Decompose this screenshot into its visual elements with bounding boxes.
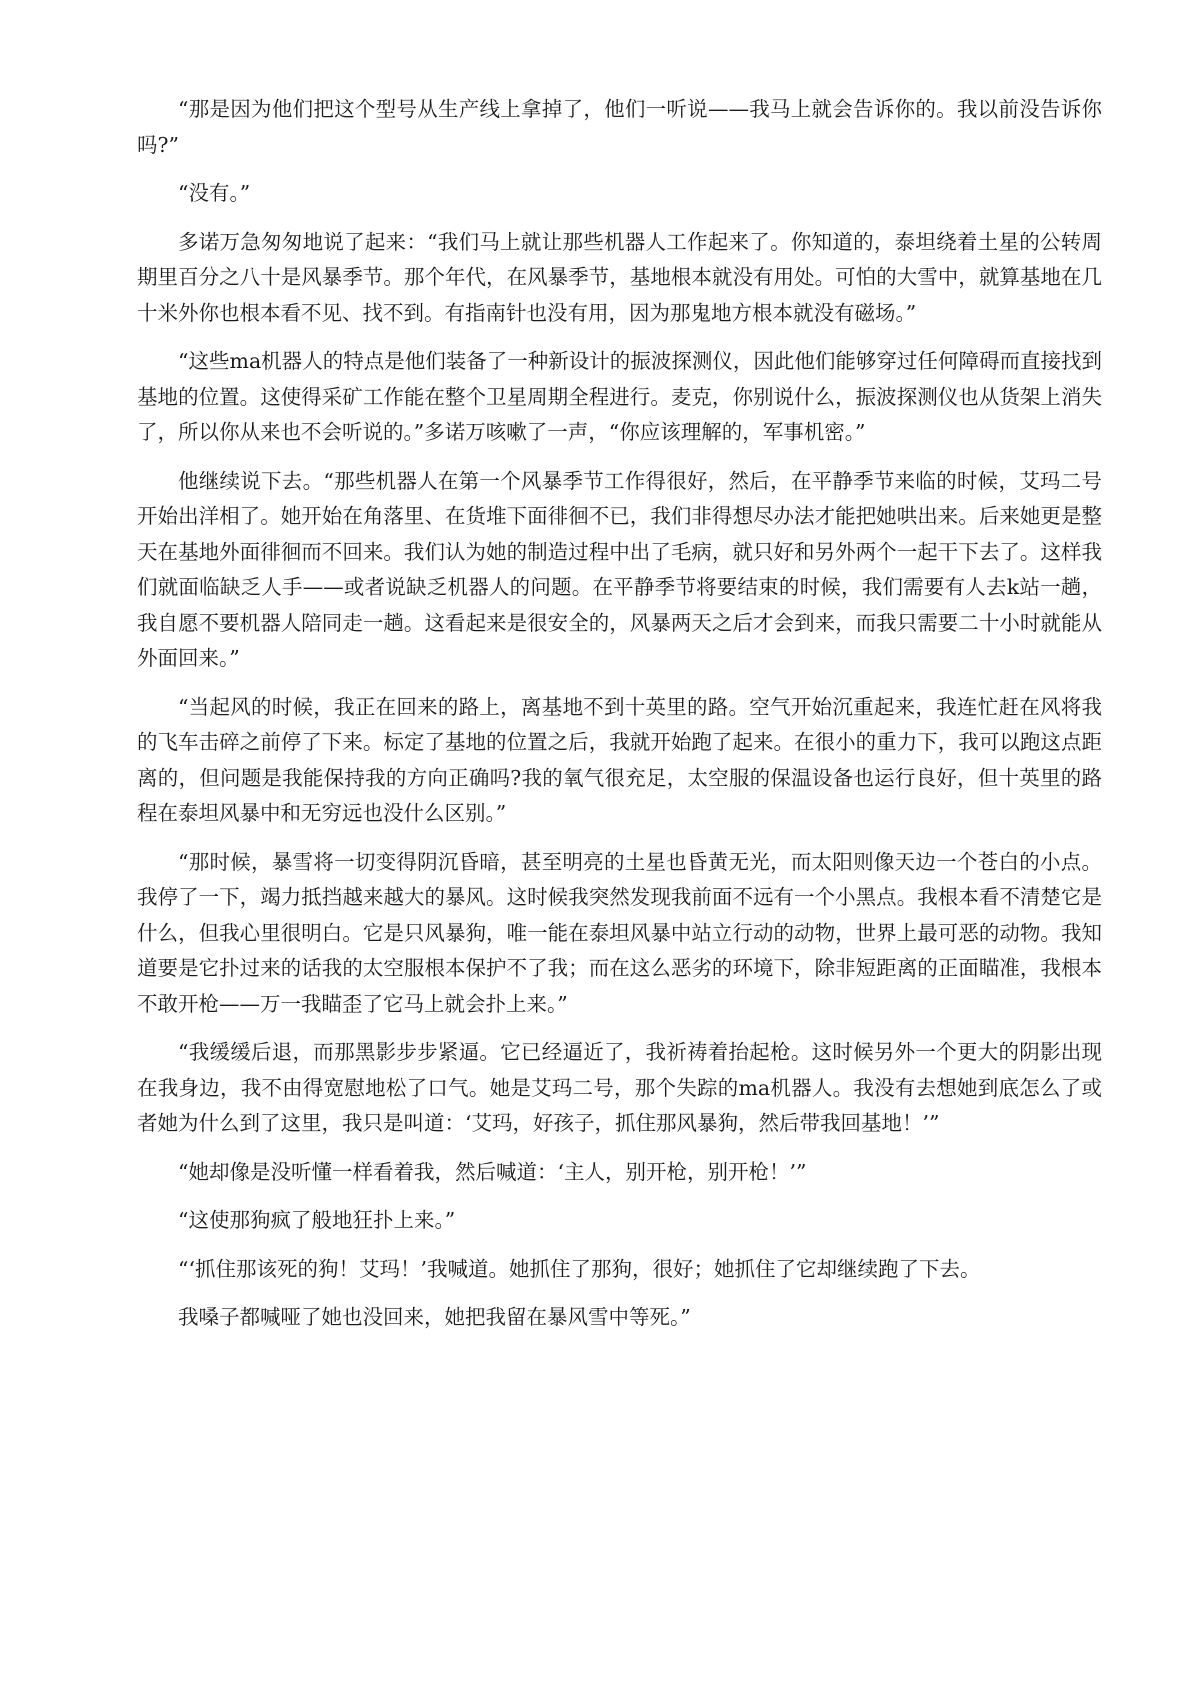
paragraph-8: “我缓缓后退，而那黑影步步紧逼。它已经逼近了，我祈祷着抬起枪。这时候另外一个更大的阴影出现在我身边，我不由得宽慰地松了口气。她是艾玛二号，那个失踪的ma机器人。我没有去想她到底怎么了或者她为什么到了这里，我只是叫道：‘艾玛，好孩子，抓住那风暴狗，然后带我回基地！’”: [137, 1040, 1102, 1135]
paragraph-12: 我嗓子都喊哑了她也没回来，她把我留在暴风雪中等死。”: [178, 1305, 691, 1329]
paragraph-7: “那时候，暴雪将一切变得阴沉昏暗，甚至明亮的土星也昏黄无光，而太阳则像天边一个苍白的小点。我停了一下，竭力抵挡越来越大的暴风。这时候我突然发现我前面不远有一个小黑点。我根本看不清楚它是什么，但我心里很明白。它是只风暴狗，唯一能在泰坦风暴中站立行动的动物，世界上最可恶的动物。我知道要是它扑过来的话我的太空服根本保护不了我；而在这么恶劣的环境下，除非短距离的正面瞄准，我根本不敢开枪——万一我瞄歪了它马上就会扑上来。”: [137, 849, 1102, 1016]
paragraph-3: 多诺万急匆匆地说了起来：“我们马上就让那些机器人工作起来了。你知道的，泰坦绕着土星的公转周期里百分之八十是风暴季节。那个年代，在风暴季节，基地根本就没有用处。可怕的大雪中，就算基地在几十米外你也根本看不见、找不到。有指南针也没有用，因为那鬼地方根本就没有磁场。”: [137, 229, 1102, 325]
paragraph-11: “‘抓住那该死的狗！艾玛！’我喊道。她抓住了那狗，很好；她抓住了它却继续跑了下去。: [178, 1256, 981, 1281]
paragraph-1: “那是因为他们把这个型号从生产线上拿掉了，他们一听说——我马上就会告诉你的。我以前没告诉你吗?”: [137, 97, 1102, 157]
paragraph-6: “当起风的时候，我正在回来的路上，离基地不到十英里的路。空气开始沉重起来，我连忙赶在风将我的飞车击碎之前停了下来。标定了基地的位置之后，我就开始跑了起来。在很小的重力下，我可以跑这点距离的，但问题是我能保持我的方向正确吗?我的氧气很充足，太空服的保温设备也运行良好，但十英里的路程在泰坦风暴中和无穷远也没什么区别。”: [137, 694, 1102, 825]
paragraph-4: “这些ma机器人的特点是他们装备了一种新设计的振波探测仪，因此他们能够穿过任何障碍而直接找到基地的位置。这使得采矿工作能在整个卫星周期全程进行。麦克，你别说什么，振波探测仪也从货架上消失了，所以你从来也不会听说的。”多诺万咳嗽了一声，“你应该理解的，军事机密。”: [137, 349, 1102, 444]
paragraph-10: “这使那狗疯了般地狂扑上来。”: [178, 1208, 456, 1232]
paragraph-2: “没有。”: [178, 181, 251, 205]
paragraph-5: 他继续说下去。“那些机器人在第一个风暴季节工作得很好，然后，在平静季节来临的时候，艾玛二号开始出洋相了。她开始在角落里、在货堆下面徘徊不已，我们非得想尽办法才能把她哄出来。后来她更是整天在基地外面徘徊而不回来。我们认为她的制造过程中出了毛病，就只好和另外两个一起干下去了。这样我们就面临缺乏人手——或者说缺乏机器人的问题。在平静季节将要结束的时候，我们需要有人去k站一趟，我自愿不要机器人陪同走一趟。这看起来是很安全的，风暴两天之后才会到来，而我只需要二十小时就能从外面回来。”: [137, 468, 1102, 670]
paragraph-9: “她却像是没听懂一样看着我，然后喊道：‘主人，别开枪，别开枪！’”: [178, 1159, 807, 1184]
body-text: [137, 92, 1102, 1336]
